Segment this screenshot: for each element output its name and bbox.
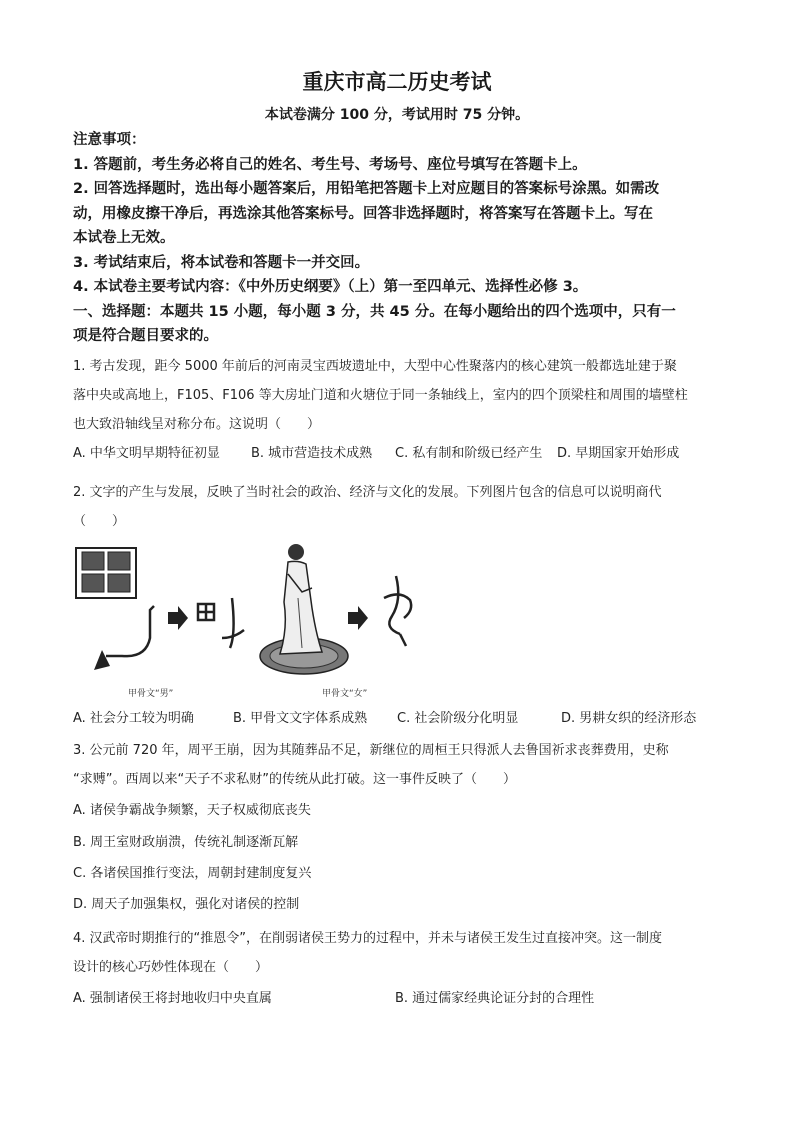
option-d[interactable]: D. 周天子加强集权，强化对诸侯的控制 [73, 897, 300, 912]
question-text: 落中央或高地上，F105、F106 等大房址门道和火塘位于同一条轴线上，室内的四个顶梁柱和周围的墙壁柱 [73, 388, 688, 403]
field-icon [76, 548, 136, 598]
option-b[interactable]: B. 周王室财政崩溃，传统礼制逐渐瓦解 [73, 835, 299, 850]
notice-heading: 注意事项： [73, 132, 146, 148]
oracle-bone-figure [66, 538, 426, 708]
page-title: 重庆市高二历史考试 [302, 70, 492, 94]
option-d[interactable]: D. 男耕女织的经济形态 [561, 711, 697, 726]
section-heading: 项是符合题目要求的。 [73, 328, 218, 344]
option-a[interactable]: A. 诸侯争霸战争频繁，天子权威彻底丧失 [73, 803, 311, 818]
notice-line: 本试卷上无效。 [73, 230, 175, 246]
notice-line: 动，用橡皮擦干净后，再选涂其他答案标号。回答非选择题时，将答案写在答题卡上。写在 [73, 205, 653, 222]
caption-nan: 甲骨文“男” [128, 689, 174, 699]
question-text: 设计的核心巧妙性体现在（ ） [73, 960, 269, 975]
notice-line: 3. 考试结束后，将本试卷和答题卡一并交回。 [73, 254, 370, 271]
section-heading: 一、选择题：本题共 15 小题，每小题 3 分，共 45 分。在每小题给出的四个选项中，只有一 [73, 303, 676, 320]
option-b[interactable]: B. 通过儒家经典论证分封的合理性 [395, 991, 595, 1006]
question-text: 4. 汉武帝时期推行的“推恩令”，在削弱诸侯王势力的过程中，并未与诸侯王发生过直接冲突。这一制度 [73, 931, 663, 946]
question-options [73, 439, 723, 468]
question-1 [73, 352, 723, 468]
question-options [73, 704, 723, 733]
option-a[interactable]: A. 中华文明早期特征初显 [73, 446, 220, 461]
arrow-right-icon [168, 606, 188, 630]
notice-line: 2. 回答选择题时，选出每小题答案后，用铅笔把答题卡上对应题目的答案标号涂黑。如需改 [73, 181, 660, 197]
question-text: （ ） [73, 514, 126, 529]
option-a[interactable]: A. 社会分工较为明确 [73, 711, 194, 726]
question-text: 也大致沿轴线呈对称分布。这说明（ ） [73, 417, 321, 432]
option-b[interactable]: B. 城市营造技术成熟 [251, 446, 373, 461]
option-c[interactable]: C. 私有制和阶级已经产生 [395, 446, 543, 461]
option-a[interactable]: A. 强制诸侯王将封地收归中央直属 [73, 991, 272, 1006]
question-text: 3. 公元前 720 年，周平王崩，因为其随葬品不足，新继位的周桓王只得派人去鲁国祈求丧葬费用，史称 [73, 743, 669, 758]
caption-nv: 甲骨文“女” [322, 689, 368, 699]
arrow-right-icon [348, 606, 368, 630]
question-text: 1. 考古发现，距今 5000 年前后的河南灵宝西坡遗址中，大型中心性聚落内的核心建筑一般都选址建于聚 [73, 359, 677, 374]
notice-section [73, 128, 723, 349]
option-d[interactable]: D. 早期国家开始形成 [557, 446, 680, 461]
oracle-nan-glyph [198, 598, 244, 648]
option-b[interactable]: B. 甲骨文文字体系成熟 [233, 711, 368, 726]
question-text: 2. 文字的产生与发展，反映了当时社会的政治、经济与文化的发展。下列图片包含的信息可以说明商代 [73, 485, 662, 500]
question-text: “求赙”。西周以来“天子不求私财”的传统从此打破。这一事件反映了（ ） [73, 772, 516, 787]
question-2-options [73, 704, 723, 733]
oracle-bone-illustration [66, 538, 426, 708]
question-3 [73, 736, 723, 920]
question-4 [73, 924, 723, 1015]
notice-line: 1. 答题前，考生务必将自己的姓名、考生号、考场号、座位号填写在答题卡上。 [73, 156, 587, 173]
oracle-nv-glyph [384, 576, 411, 646]
kneeling-woman-illustration [260, 544, 348, 674]
plough-icon [94, 606, 154, 670]
page-subtitle: 本试卷满分 100 分，考试用时 75 分钟。 [264, 107, 530, 123]
notice-line: 4. 本试卷主要考试内容：《中外历史纲要》（上）第一至四单元、选择性必修 3。 [73, 279, 588, 295]
option-c[interactable]: C. 社会阶级分化明显 [397, 711, 519, 726]
option-c[interactable]: C. 各诸侯国推行变法，周朝封建制度复兴 [73, 866, 312, 881]
question-options [73, 982, 723, 1015]
question-2 [73, 478, 723, 536]
